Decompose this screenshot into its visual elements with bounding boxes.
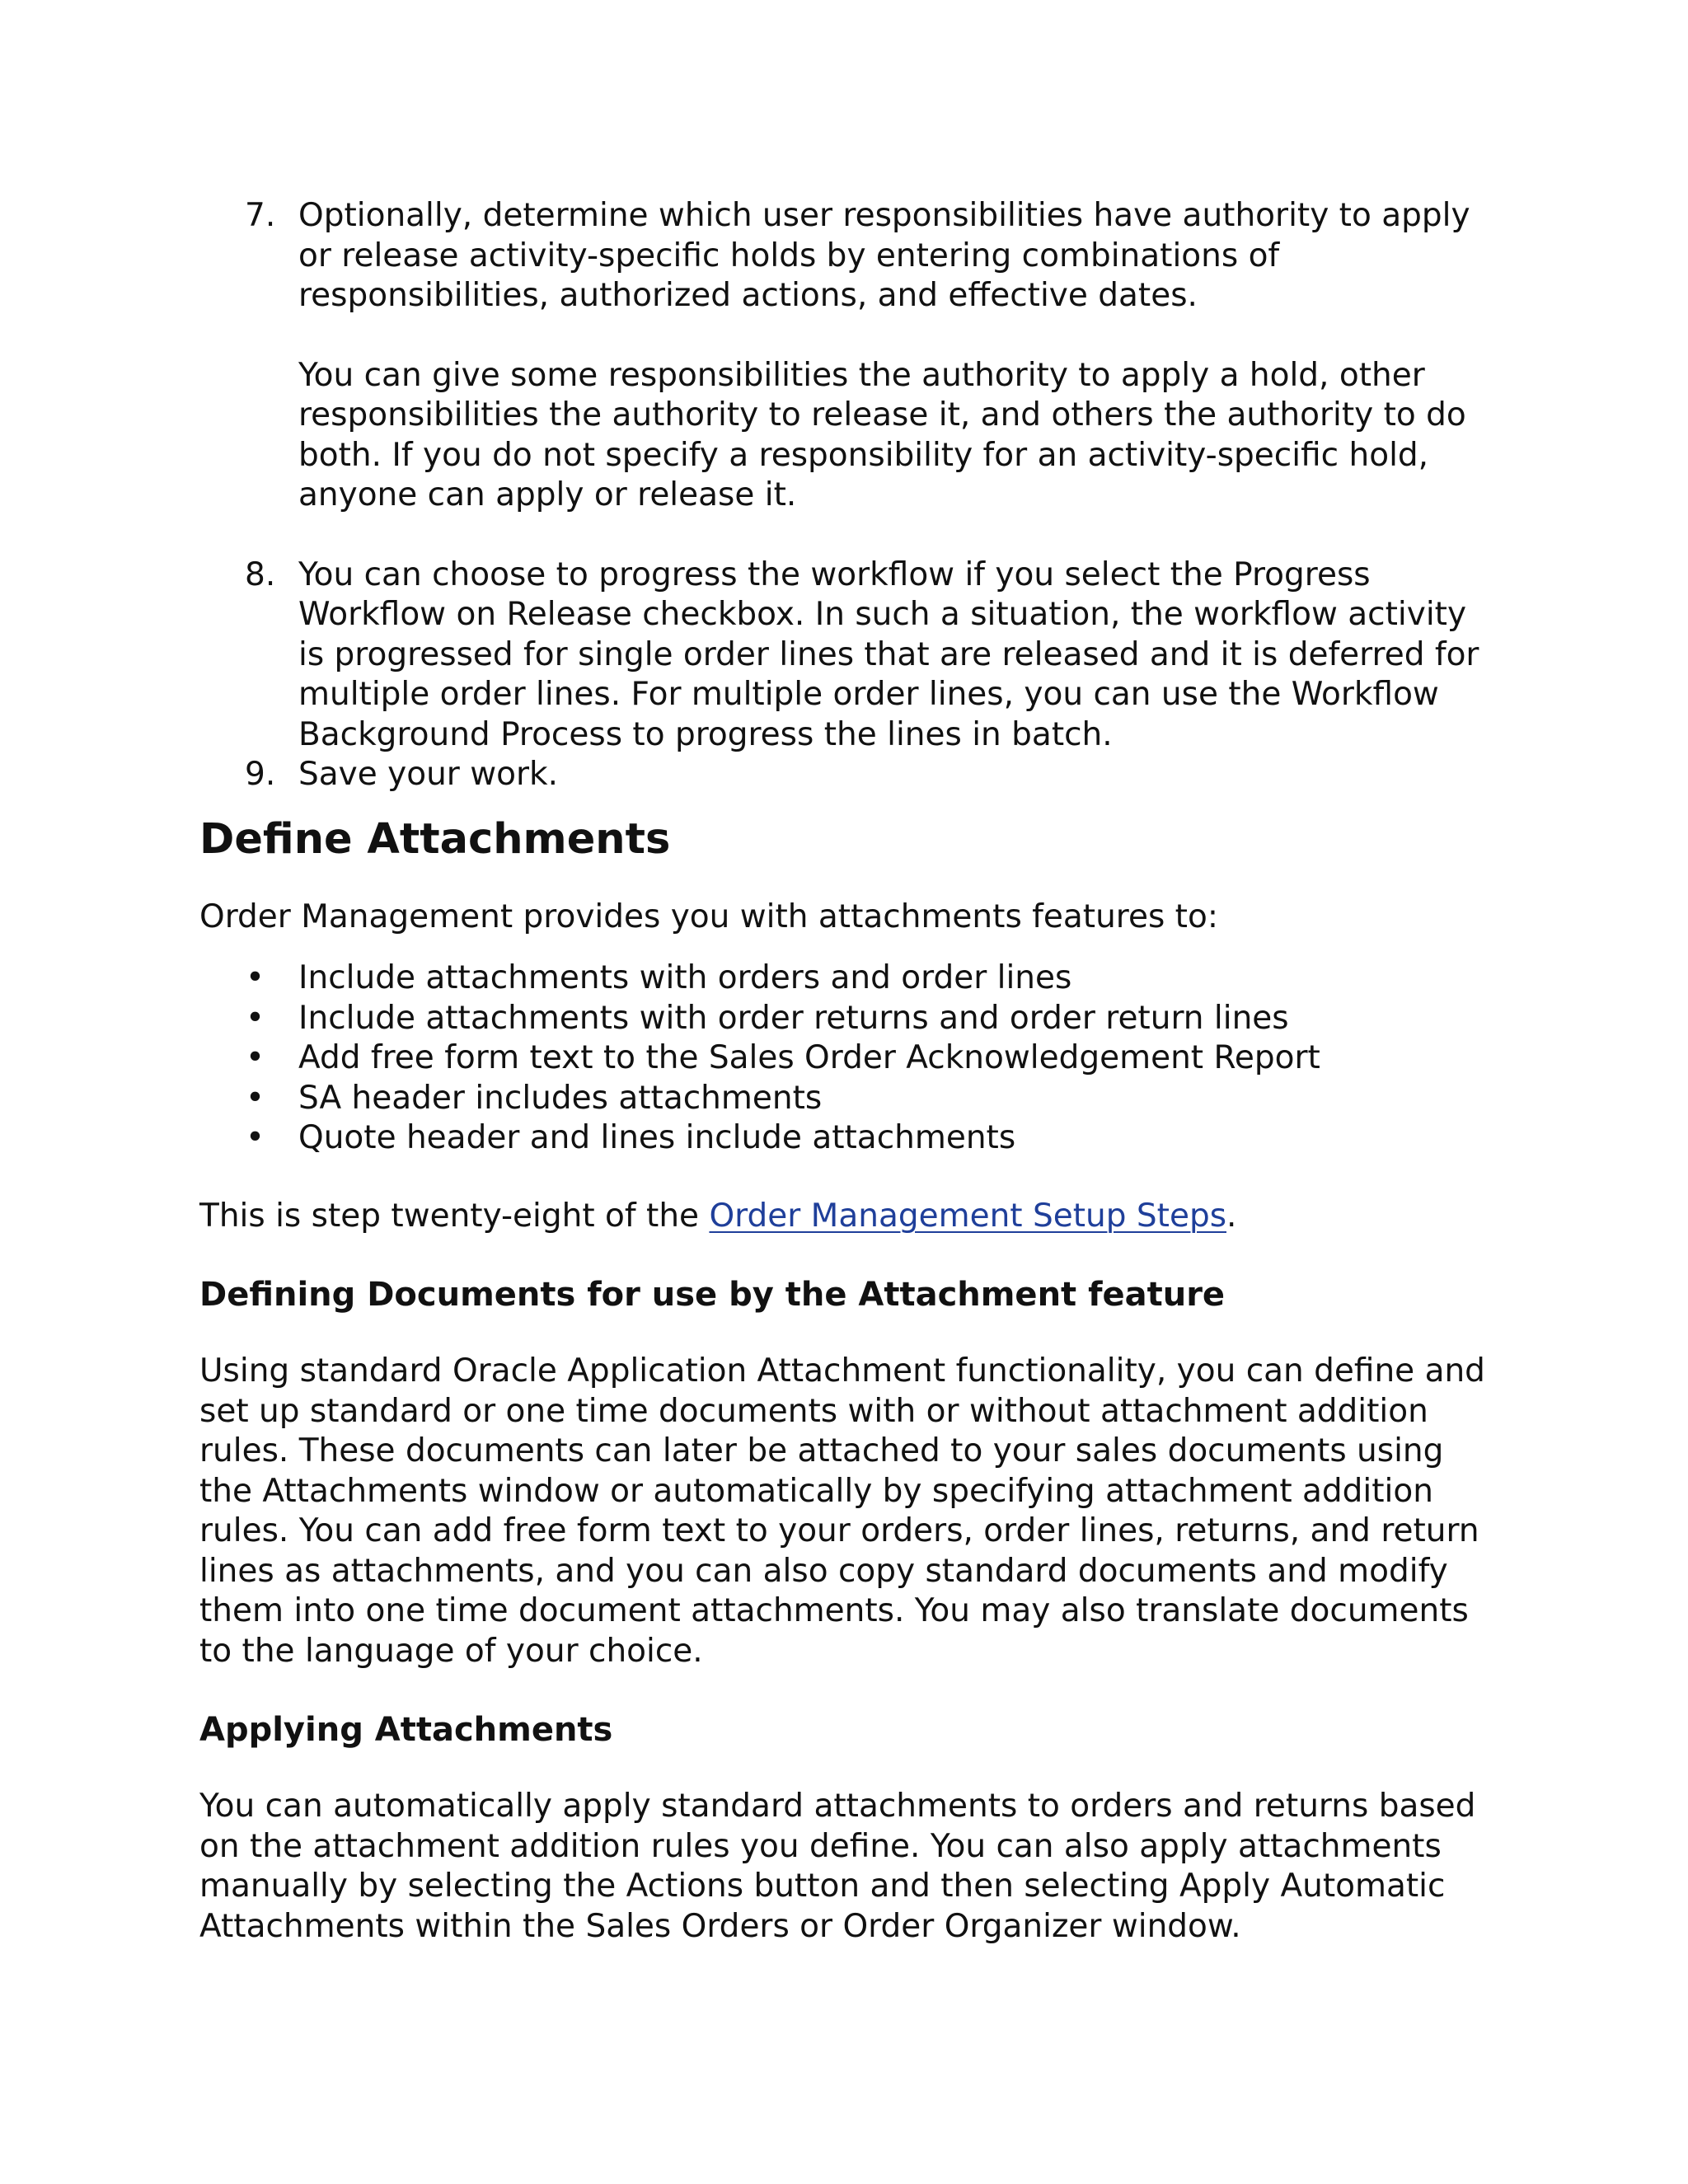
bullet-text: Quote header and lines include attachments	[298, 1119, 1016, 1156]
bullet-icon: •	[246, 1119, 265, 1156]
list-item	[199, 755, 1502, 795]
list-item	[199, 555, 1502, 756]
section-heading-define-attachments: Define Attachments	[199, 814, 671, 864]
step-note	[199, 1197, 1502, 1237]
step-note-prefix: This is step twenty-eight of the	[199, 1197, 710, 1235]
list-item	[199, 1118, 1502, 1159]
step-number: 8.	[245, 555, 276, 593]
list-item	[199, 1079, 1502, 1119]
intro-paragraph: Order Management provides you with attachments features to:	[199, 898, 1218, 935]
list-item	[199, 1038, 1502, 1079]
attachment-features-list	[199, 958, 1502, 1159]
setup-steps-list	[199, 196, 1502, 795]
section-heading-applying-attachments: Applying Attachments	[199, 1711, 613, 1749]
bullet-icon: •	[246, 1079, 265, 1117]
applying-attachments-body: You can automatically apply standard attachments to orders and returns based on the attachment addition rules you define. You can also apply attachments manually by selecting the Actions button and then selecting Apply Automatic Attachments within the Sales Orders or Order Organizer window.	[199, 1788, 1476, 1945]
bullet-text: SA header includes attachments	[298, 1079, 823, 1117]
step-paragraph: Optionally, determine which user responsibilities have authority to apply or release activity-specific holds by entering combinations of responsibilities, authorized actions, and effective dates.	[298, 197, 1470, 314]
step-paragraph: You can choose to progress the workflow if you select the Progress Workflow on Release checkbox. In such a situation, the workflow activity is progressed for single order lines that are released and it is deferred for multiple order lines. For multiple order lines, you can use the Workflow Background Process to progress the lines in batch.	[298, 555, 1479, 753]
step-number: 9.	[245, 756, 276, 793]
bullet-icon: •	[246, 959, 265, 996]
bullet-text: Include attachments with order returns and order return lines	[298, 999, 1289, 1037]
bullet-text: Include attachments with orders and order lines	[298, 959, 1072, 996]
list-item	[199, 196, 1502, 516]
step-paragraph: Save your work.	[298, 756, 558, 793]
list-item	[199, 999, 1502, 1039]
bullet-icon: •	[246, 999, 265, 1037]
section-heading-defining-documents: Defining Documents for use by the Attachment feature	[199, 1276, 1226, 1314]
setup-steps-link[interactable]: Order Management Setup Steps	[709, 1197, 1227, 1235]
bullet-text: Add free form text to the Sales Order Acknowledgement Report	[298, 1039, 1320, 1076]
step-number: 7.	[245, 197, 276, 234]
step-paragraph: You can give some responsibilities the authority to apply a hold, other responsibilities the authority to release it, and others the authority to do both. If you do not specify a responsibility for an activity-specific hold, anyone can apply or release it.	[298, 356, 1466, 513]
bullet-icon: •	[246, 1039, 265, 1076]
step-note-suffix: .	[1226, 1197, 1237, 1235]
document-page	[199, 196, 1502, 1947]
defining-documents-body: Using standard Oracle Application Attachment functionality, you can define and set up standard or one time documents with or without attachment addition rules. These documents can later be attached to your sales documents using the Attachments window or automatically by specifying attachment addition rules. You can add free form text to your orders, order lines, returns, and return lines as attachments, and you can also copy standard documents and modify them into one time document attachments. You may also translate documents to the language of your choice.	[199, 1352, 1485, 1670]
list-item	[199, 958, 1502, 999]
